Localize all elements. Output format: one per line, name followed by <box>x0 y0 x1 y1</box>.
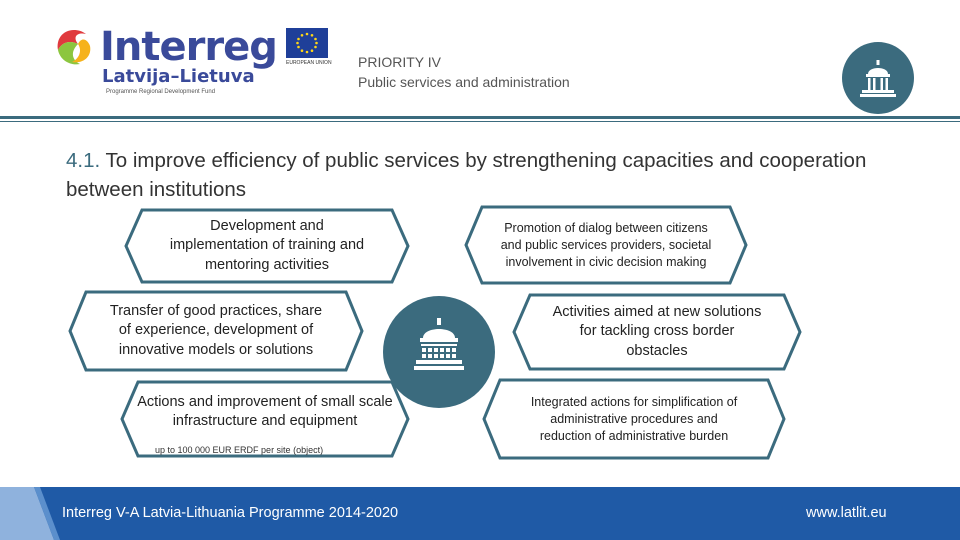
interreg-swirl-icon <box>52 26 96 70</box>
activity-text: Promotion of dialog between citizens and public services providers, societal involvement in civic decision making <box>500 220 712 269</box>
activity-text: Actions and improvement of small scale infrastructure and equipment <box>137 393 393 429</box>
logo-subtitle: Latvija–Lietuva <box>102 66 255 87</box>
activity-text: Activities aimed at new solutions for tackling cross border obstacles <box>552 303 762 359</box>
institution-building-icon <box>383 296 495 408</box>
header-divider <box>0 116 960 119</box>
page-title <box>66 146 896 204</box>
header-divider-thin <box>0 121 960 122</box>
activity-text: Transfer of good practices, share of experience, development of innovative models or solutions <box>109 302 323 358</box>
header-institution-icon <box>842 42 914 114</box>
center-circle <box>383 296 495 408</box>
eu-flag-icon <box>286 28 328 58</box>
objective-number: 4.1. <box>66 149 101 172</box>
priority-title: PRIORITY IV <box>358 54 441 70</box>
priority-subtitle: Public services and administration <box>358 74 570 90</box>
activity-box-right-2 <box>512 293 802 371</box>
footer-program-name: Interreg V-A Latvia-Lithuania Programme 2014-2020 <box>62 505 399 521</box>
activity-text: Integrated actions for simplification of administrative procedures and reduction of administrative burden <box>530 394 738 443</box>
institution-building-icon <box>842 42 914 114</box>
objective-text: To improve efficiency of public services by strengthening capacities and cooperation between institutions <box>66 149 867 201</box>
logo-wordmark: Interreg <box>100 24 277 70</box>
logo-tagline: Programme Regional Development Fund <box>106 89 216 95</box>
interreg-logo <box>52 22 352 100</box>
activity-box-left-2 <box>68 290 364 372</box>
activity-box-left-1 <box>124 208 410 284</box>
activity-box-right-3 <box>482 378 786 460</box>
footer-url-link[interactable]: www.latlit.eu <box>806 505 887 521</box>
footer-accent-shape <box>0 487 60 540</box>
eu-label: EUROPEAN UNION <box>286 60 332 66</box>
funding-note: up to 100 000 EUR ERDF per site (object) <box>155 445 324 455</box>
activity-text: Development and implementation of training and mentoring activities <box>169 217 365 273</box>
activity-box-right-1 <box>464 205 748 285</box>
